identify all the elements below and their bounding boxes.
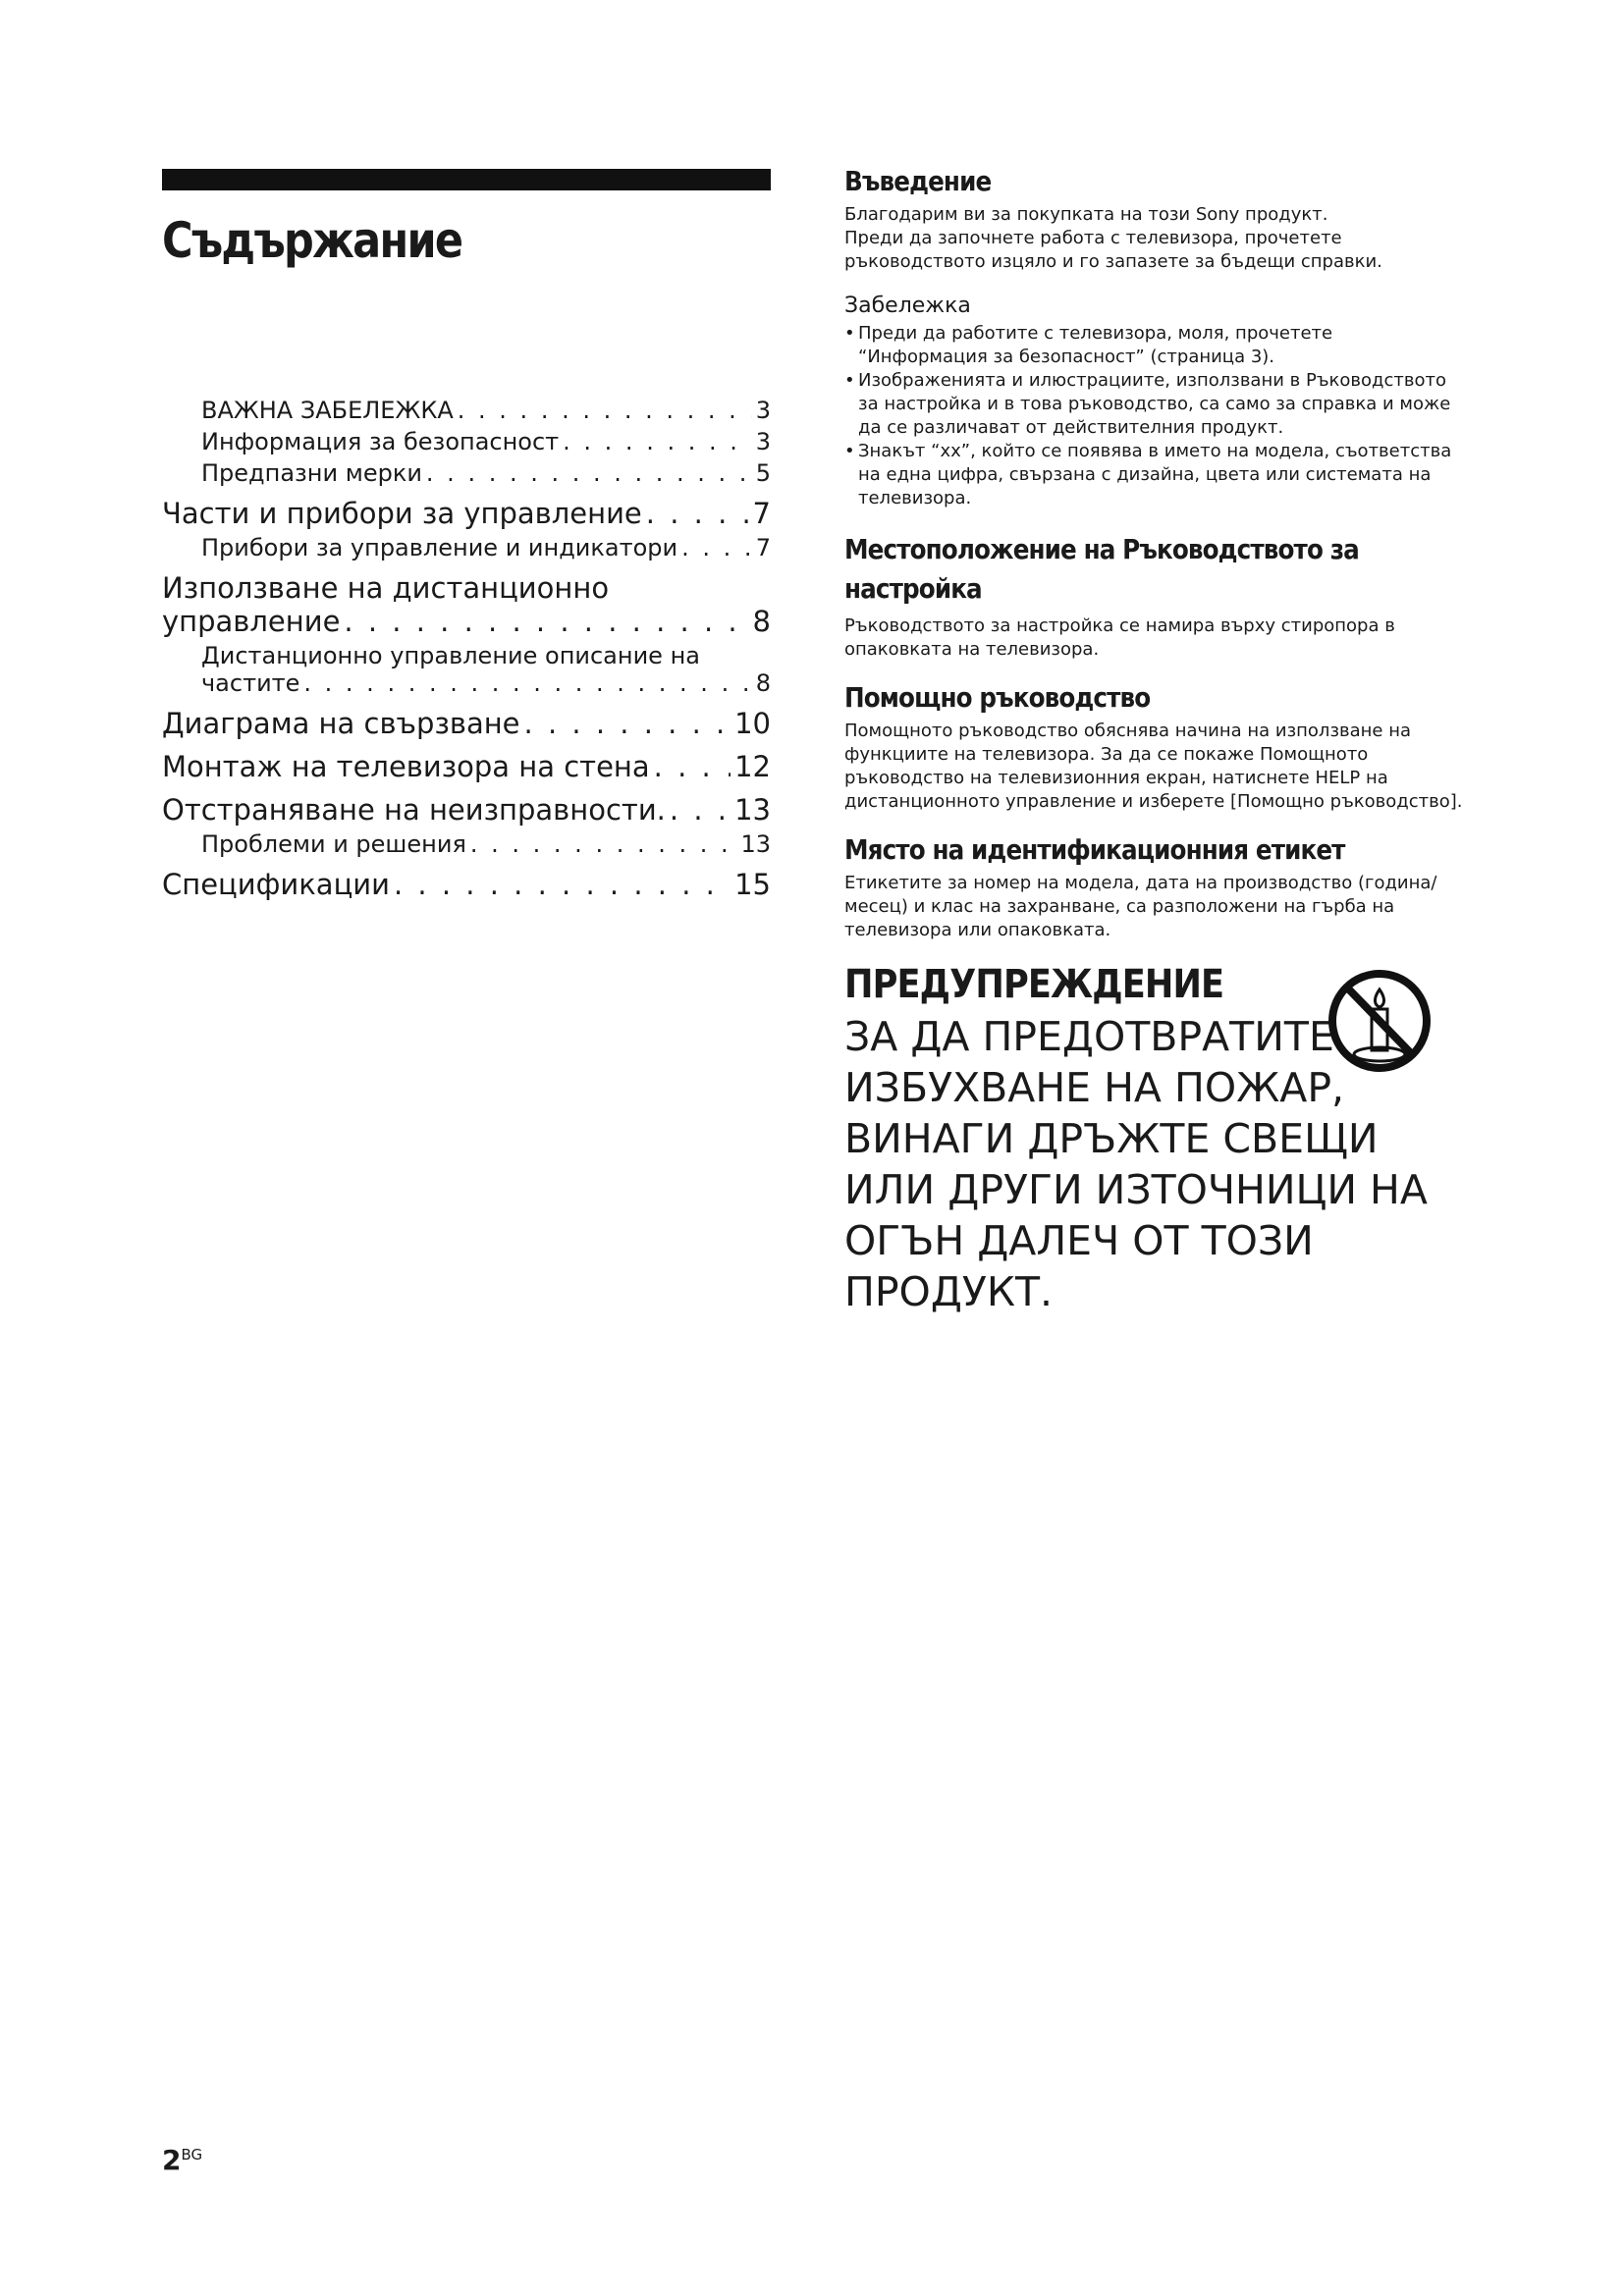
toc-entry-label: Части и прибори за управление — [162, 497, 642, 530]
toc-page: 13 — [734, 793, 771, 827]
toc-leader — [303, 669, 751, 697]
toc-page: 7 — [752, 497, 771, 530]
toc-entry[interactable] — [162, 571, 771, 638]
toc-page: 10 — [734, 707, 771, 740]
toc-entry[interactable] — [162, 397, 771, 424]
toc-leader — [394, 868, 731, 901]
label-location-text: Етикетите за номер на модела, дата на производство (година/месец) и клас на захранване, са разположени на гърба на телевизора или опаковката. — [844, 873, 1437, 940]
toc-page: 8 — [752, 605, 771, 638]
page-number-value: 2 — [162, 2144, 182, 2176]
toc-entry-label: Спецификации — [162, 868, 390, 901]
note-item: • Изображенията и илюстрациите, използвани в Ръководството за настройка и в това ръководство, са само за справка и може да се различават от действителния продукт. — [844, 369, 1463, 440]
toc-entry[interactable] — [162, 459, 771, 487]
toc-entry-label: Прибори за управление и индикатори — [201, 534, 678, 561]
toc-page: 13 — [740, 830, 771, 858]
note-heading: Забележка — [844, 294, 971, 318]
intro-section — [844, 165, 1463, 510]
toc-entry-label: Дистанционно управление описание на — [201, 642, 700, 669]
toc-title: Съдържание — [162, 212, 462, 269]
toc-entry-label: ВАЖНА ЗАБЕЛЕЖКА — [201, 397, 454, 424]
note-list — [844, 322, 1463, 510]
note-item: • Преди да работите с телевизора, моля, прочетете “Информация за безопасност” (страница 3). — [844, 322, 1463, 369]
toc-entry[interactable] — [162, 497, 771, 530]
setup-guide-section — [844, 530, 1463, 662]
toc-page: 5 — [755, 459, 771, 487]
toc-leader — [646, 497, 749, 530]
help-guide-text: Помощното ръководство обяснява начина на използване на функциите на телевизора. За да се покаже Помощното ръководство на телевизионния екран, натиснете HELP на дистанционното управление и изберете [Помощно ръководство]. — [844, 721, 1463, 812]
intro-paragraph: Преди да започнете работа с телевизора, прочетете ръководството изцяло и го запазете за бъдещи справки. — [844, 228, 1382, 272]
toc-entry-label: частите — [201, 669, 300, 697]
toc-page: 7 — [755, 534, 771, 561]
toc-page: 15 — [734, 868, 771, 901]
note-item: • Знакът “xx”, който се появява в името на модела, съответства на една цифра, свързана с дизайна, цвета или системата на телевизора. — [844, 440, 1463, 510]
toc-entry-label: Монтаж на телевизора на стена — [162, 750, 650, 783]
toc-entry-label: Диаграма на свързване — [162, 707, 520, 740]
no-open-flame-icon — [1326, 962, 1434, 1090]
toc-entry-label: Предпазни мерки — [201, 459, 422, 487]
help-guide-section — [844, 681, 1463, 814]
toc-leader — [344, 605, 748, 638]
toc-leader — [681, 534, 752, 561]
toc-entry[interactable] — [162, 428, 771, 455]
toc-entry-label: управление — [162, 605, 341, 638]
toc-leader — [426, 459, 752, 487]
toc-page: 8 — [755, 669, 771, 697]
label-location-section — [844, 833, 1463, 942]
toc-entry[interactable] — [162, 707, 771, 740]
toc-page: 3 — [755, 428, 771, 455]
toc-entry[interactable] — [162, 642, 771, 697]
right-column — [844, 165, 1463, 1317]
title-bar — [162, 169, 771, 190]
warning-title: ПРЕДУПРЕЖДЕНИЕ — [844, 962, 1224, 1007]
toc-entry[interactable] — [162, 793, 771, 827]
intro-heading: Въведение — [844, 165, 992, 197]
toc-leader — [563, 428, 752, 455]
toc-leader — [670, 793, 731, 827]
help-guide-heading: Помощно ръководство — [844, 681, 1151, 714]
toc-entry-label: Проблеми и решения — [201, 830, 466, 858]
toc-entry[interactable] — [162, 830, 771, 858]
toc-entry[interactable] — [162, 868, 771, 901]
setup-guide-heading: Местоположение на Ръководството за настройка — [844, 533, 1359, 605]
toc-entry[interactable] — [162, 750, 771, 783]
toc-entry-label: Отстраняване на неизправности. — [162, 793, 666, 827]
toc-entry[interactable] — [162, 534, 771, 561]
table-of-contents — [162, 393, 771, 901]
page-number — [162, 2144, 202, 2176]
toc-entry-label: Използване на дистанционно — [162, 571, 610, 605]
toc-leader — [654, 750, 731, 783]
toc-leader — [524, 707, 731, 740]
page-number-suffix: BG — [181, 2146, 203, 2163]
toc-leader — [470, 830, 737, 858]
toc-header — [162, 169, 771, 269]
toc-page: 12 — [734, 750, 771, 783]
label-location-heading: Място на идентификационния етикет — [844, 833, 1345, 866]
warning-text: ЗА ДА ПРЕДОТВРАТИТЕ ИЗБУХВАНЕ НА ПОЖАР, ВИНАГИ ДРЪЖТЕ СВЕЩИ ИЛИ ДРУГИ ИЗТОЧНИЦИ НА ОГЪН ДАЛЕЧ ОТ ТОЗИ ПРОДУКТ. — [844, 1013, 1428, 1315]
setup-guide-text: Ръководството за настройка се намира върху стиропора в опаковката на телевизора. — [844, 615, 1395, 660]
toc-page: 3 — [755, 397, 771, 424]
toc-entry-label: Информация за безопасност — [201, 428, 560, 455]
toc-leader — [458, 397, 752, 424]
intro-paragraph: Благодарим ви за покупката на този Sony продукт. — [844, 204, 1328, 225]
warning-section — [844, 962, 1463, 1317]
